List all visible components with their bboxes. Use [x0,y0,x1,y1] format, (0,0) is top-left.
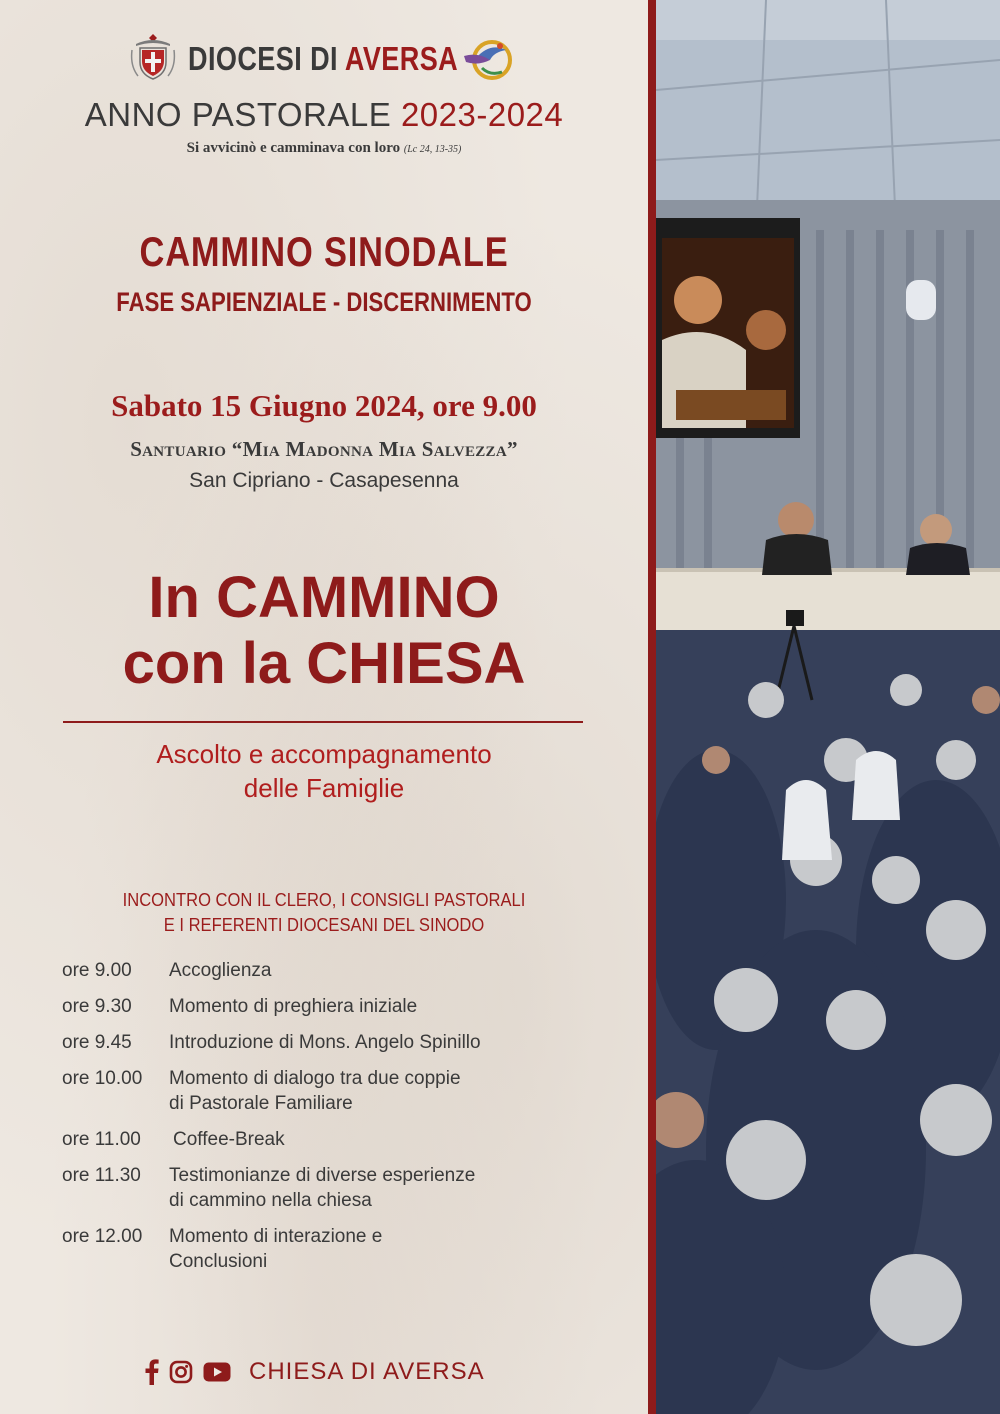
schedule-desc: Momento di dialogo tra due coppie di Pastorale Familiare [169,1068,461,1114]
schedule-row [62,994,622,1019]
schedule-row [62,1030,622,1055]
pastoral-year-logo-icon [460,36,512,82]
schedule-row [62,1127,622,1152]
schedule-time: ore 9.45 [62,1032,132,1053]
diocese-crest-icon [130,32,176,82]
motto-reference: (Lc 24, 13-35) [403,144,462,155]
schedule-desc: Accoglienza [169,960,272,981]
red-divider [648,0,656,1414]
schedule-desc: Momento di interazione e Conclusioni [169,1226,383,1272]
motto: Si avvicinò e camminava con loro (Lc 24, 13-35) [186,140,462,156]
schedule-time: ore 11.00 [62,1129,141,1150]
schedule-time: ore 9.30 [62,996,132,1017]
footer-label: CHIESA DI AVERSA [249,1358,485,1385]
schedule-time: ore 9.00 [62,960,132,981]
schedule-desc: Introduzione di Mons. Angelo Spinillo [169,1032,481,1053]
schedule-desc: Coffee-Break [173,1129,285,1150]
event-phase: FASE SAPIENZIALE - DISCERNIMENTO [116,287,532,317]
main-title-line-1: In CAMMINO [148,565,500,630]
meeting-audience [26,888,622,938]
event-title: CAMMINO SINODALE [139,228,509,275]
title-divider [63,721,583,723]
event-venue: Santuario “Mia Madonna Mia Salvezza” [130,437,518,461]
event-city: San Cipriano - Casapesenna [189,469,459,492]
main-title-line-2: con la CHIESA [122,631,526,696]
subtitle-line-2: delle Famiglie [243,773,405,803]
schedule-row [62,1163,622,1213]
instagram-icon[interactable] [169,1360,193,1384]
youtube-icon[interactable] [203,1362,231,1382]
main-title [0,565,648,697]
subtitle [0,737,648,805]
pastoral-year: ANNO PASTORALE 2023-2024 [84,96,564,133]
conference-photo [656,0,1000,1414]
footer [145,1354,485,1390]
schedule-desc: Momento di preghiera iniziale [169,996,418,1017]
meeting-line-1: INCONTRO CON IL CLERO, I CONSIGLI PASTORALI [122,890,526,910]
schedule [62,958,622,1285]
facebook-icon[interactable] [145,1359,159,1385]
schedule-time: ore 10.00 [62,1068,143,1089]
logo-row [130,32,520,88]
schedule-time: ore 11.30 [62,1165,141,1186]
schedule-desc: Testimonianze di diverse esperienze di cammino nella chiesa [169,1165,476,1211]
subtitle-line-1: Ascolto e accompagnamento [156,739,492,769]
event-date: Sabato 15 Giugno 2024, ore 9.00 [111,388,537,423]
schedule-row [62,958,622,983]
schedule-row [62,1224,622,1274]
schedule-row [62,1066,622,1116]
meeting-line-2: E I REFERENTI DIOCESANI DEL SINODO [163,915,485,935]
diocese-name: DIOCESI DI AVERSA [188,40,459,77]
schedule-time: ore 12.00 [62,1226,143,1247]
